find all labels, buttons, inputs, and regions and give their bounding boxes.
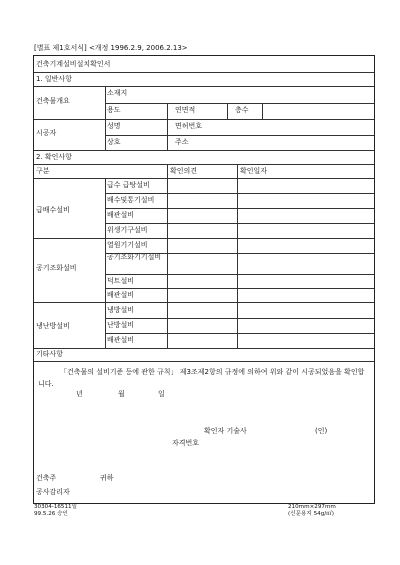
- row-divider: [105, 193, 374, 194]
- footer-form-number: 30304-16511일: [34, 504, 78, 510]
- row-divider: [105, 274, 374, 275]
- row-divider: [34, 348, 374, 349]
- row-divider: [34, 361, 374, 362]
- group-item: 덕트설비: [107, 277, 135, 285]
- group-item: 배관설비: [107, 211, 135, 219]
- name-label: 성명: [107, 122, 121, 130]
- col-category: 구분: [36, 167, 50, 175]
- use-label: 용도: [107, 106, 121, 114]
- form-header: [별표 제1호서식] <개정 1996.2.9, 2006.2.13>: [34, 44, 188, 52]
- group-item: 위생기구설비: [107, 226, 148, 234]
- group-item: 난방설비: [107, 321, 135, 329]
- col-date: 확인일자: [240, 167, 268, 175]
- footer-paper-size: 210mm×297mm: [288, 504, 336, 510]
- row-divider: [105, 318, 374, 319]
- row-divider: [34, 238, 374, 239]
- address-label: 주소: [175, 138, 189, 146]
- group-item: 열원기기설비: [107, 241, 148, 249]
- col-divider: [262, 103, 263, 119]
- col-opinion: 확인의견: [170, 167, 198, 175]
- form-title: 건축기계설비설치확인서: [36, 60, 111, 68]
- owner-suffix: 귀하: [100, 474, 114, 482]
- group-name: 냉난방설비: [36, 322, 70, 330]
- section2-title: 2. 확인사항: [36, 153, 72, 161]
- date-year: 년: [76, 390, 83, 398]
- qualification-label: 자격번호: [172, 439, 200, 447]
- date-day: 일: [158, 390, 165, 398]
- row-divider: [34, 302, 374, 303]
- floors-label: 층수: [235, 106, 249, 114]
- col-divider: [227, 103, 228, 119]
- location-label: 소재지: [107, 89, 128, 97]
- license-label: 면허번호: [175, 122, 203, 130]
- row-divider: [34, 72, 374, 73]
- row-divider: [105, 135, 374, 136]
- statement-text: 「건축물의 설비기준 등에 관한 규칙」 제3조제2항의 규정에 의하여 위와 같이 시공되었음을 확인합니다.: [38, 368, 365, 388]
- contractor-label: 시공자: [36, 129, 57, 137]
- group-item: 급수 급탕설비: [107, 181, 150, 189]
- footer-paper-type: (신문용지 54g/㎡): [288, 511, 334, 517]
- col-divider: [237, 164, 238, 348]
- date-month: 월: [118, 390, 125, 398]
- other-label: 기타사항: [36, 350, 64, 358]
- group-name: 급배수설비: [36, 206, 70, 214]
- seal-mark: (인): [315, 427, 328, 435]
- row-divider: [105, 223, 374, 224]
- company-label: 상호: [107, 138, 121, 146]
- group-item: 배관설비: [107, 336, 135, 344]
- row-divider: [34, 178, 374, 179]
- confirmer-label: 확인자 기술사: [204, 427, 247, 435]
- group-name: 공기조화설비: [36, 264, 77, 272]
- row-divider: [105, 208, 374, 209]
- row-divider: [105, 288, 374, 289]
- col-divider: [105, 86, 106, 150]
- col-divider: [105, 178, 106, 348]
- form-box: [33, 55, 375, 504]
- section1-title: 1. 일반사항: [36, 75, 72, 83]
- owner-label: 건축주: [36, 474, 57, 482]
- area-label: 연면적: [175, 106, 196, 114]
- col-divider: [167, 103, 168, 150]
- row-divider: [34, 150, 374, 151]
- row-divider: [105, 103, 374, 104]
- row-divider: [105, 333, 374, 334]
- row-divider: [34, 119, 374, 120]
- group-item: 배관설비: [107, 291, 135, 299]
- row-divider: [34, 164, 374, 165]
- group-item: 냉방설비: [107, 306, 135, 314]
- group-item: 공기조화기기설비: [107, 253, 162, 261]
- row-divider: [34, 86, 374, 87]
- footer-approval: 99.5.26 승인: [34, 511, 68, 517]
- group-item: 배수및통기설비: [107, 196, 155, 204]
- supervisor-label: 공사감리자: [36, 488, 70, 496]
- building-label: 건축물개요: [36, 97, 70, 105]
